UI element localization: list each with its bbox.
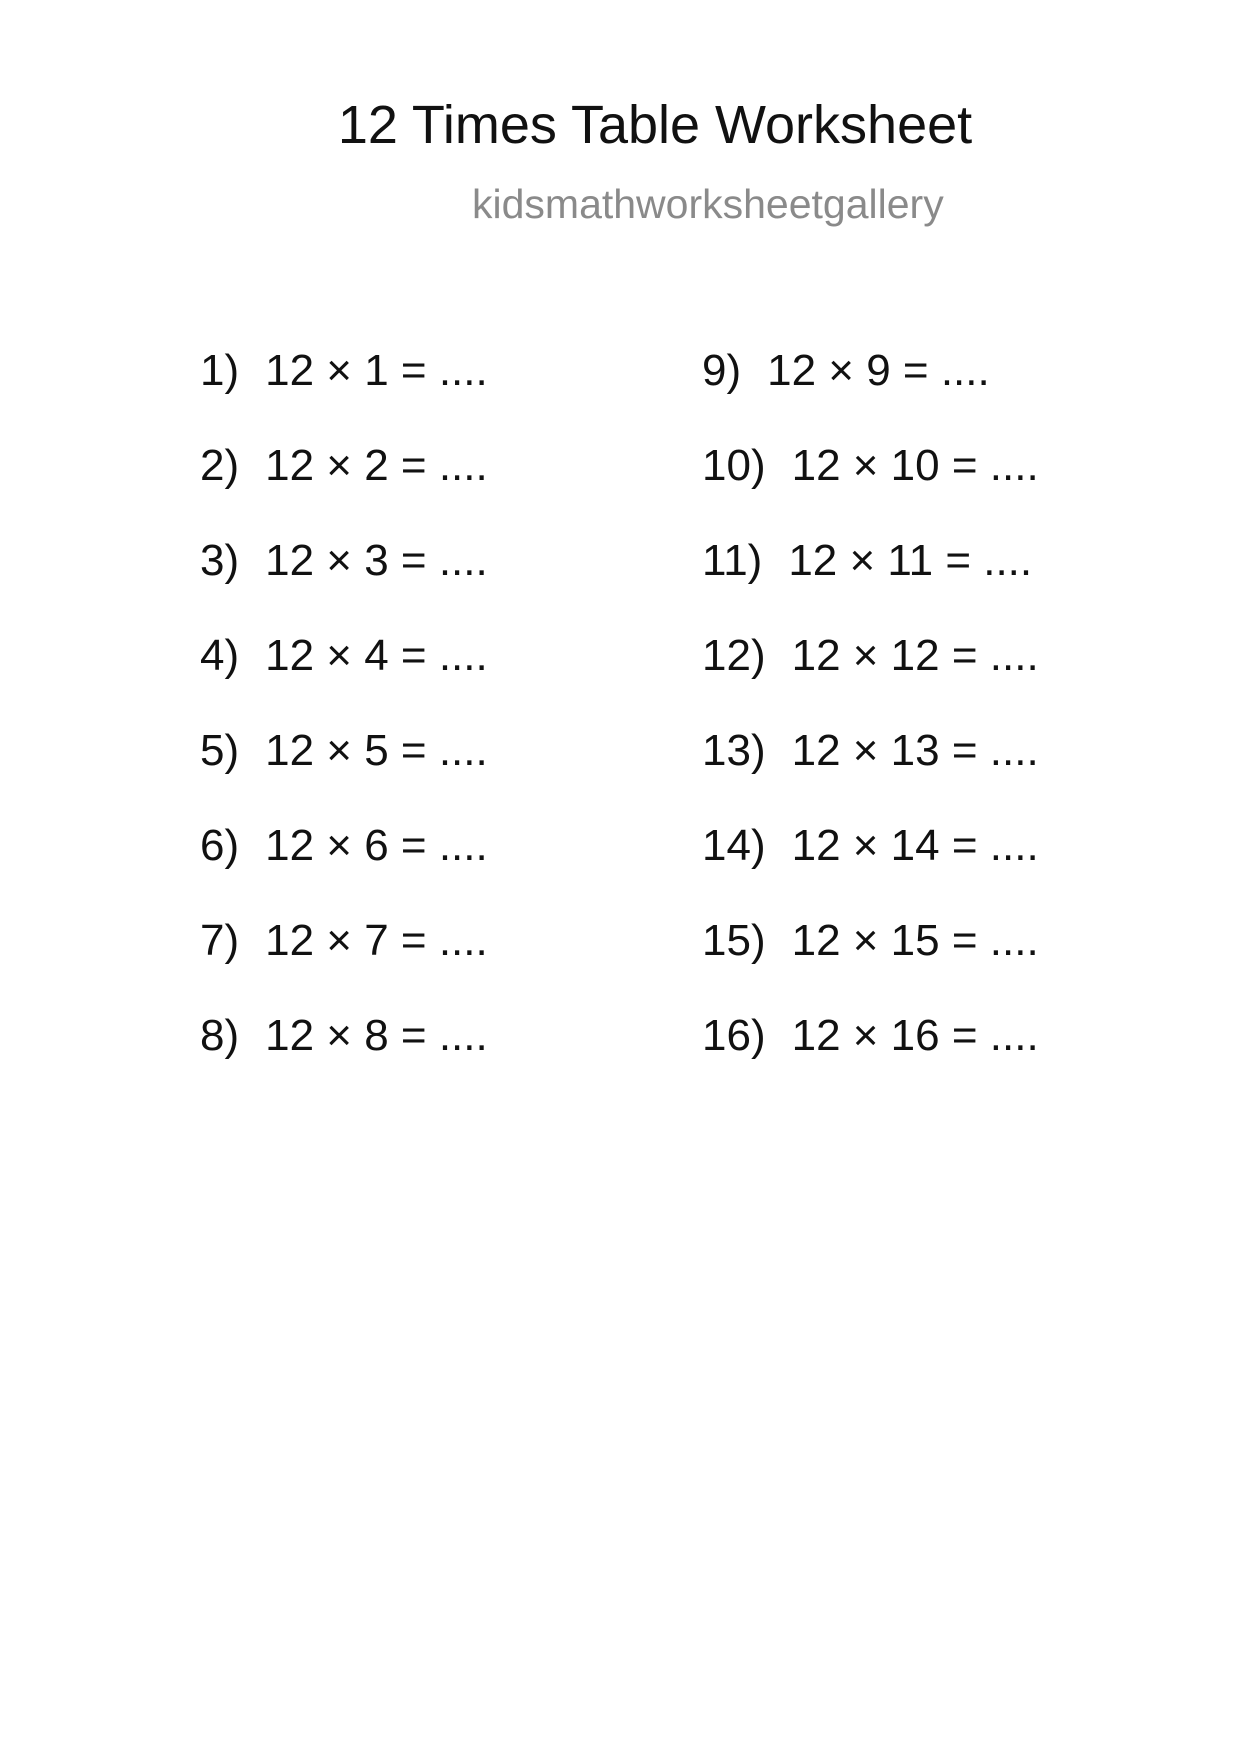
problem-number: 15) <box>702 916 766 965</box>
problem-number: 5) <box>200 726 240 775</box>
problem-expression: 12 × 2 = .... <box>265 441 488 490</box>
problem-expression: 12 × 6 = .... <box>265 821 488 870</box>
problem-item <box>702 346 1039 444</box>
problem-item <box>702 441 1039 539</box>
problem-item <box>200 1011 488 1109</box>
problem-item <box>702 631 1039 729</box>
problem-column-right <box>702 346 1039 1109</box>
problem-item <box>200 441 488 539</box>
problem-expression: 12 × 1 = .... <box>265 346 488 395</box>
problem-expression: 12 × 10 = .... <box>791 441 1039 490</box>
problem-item <box>702 536 1039 634</box>
problem-item <box>702 1011 1039 1109</box>
problem-item <box>200 346 488 444</box>
worksheet-subtitle: kidsmathworksheetgallery <box>472 181 944 227</box>
problem-item <box>200 916 488 1014</box>
problem-item <box>200 821 488 919</box>
problem-expression: 12 × 8 = .... <box>265 1011 488 1060</box>
problem-expression: 12 × 3 = .... <box>265 536 488 585</box>
problem-expression: 12 × 15 = .... <box>791 916 1039 965</box>
problem-number: 11) <box>702 536 763 585</box>
problem-number: 12) <box>702 631 766 680</box>
problem-number: 3) <box>200 536 240 585</box>
problem-number: 1) <box>200 346 240 395</box>
problem-expression: 12 × 16 = .... <box>791 1011 1039 1060</box>
problem-item <box>200 631 488 729</box>
problem-column-left <box>200 346 488 1109</box>
worksheet-title: 12 Times Table Worksheet <box>337 95 973 155</box>
problem-expression: 12 × 5 = .... <box>265 726 488 775</box>
problem-number: 10) <box>702 441 766 490</box>
problem-number: 14) <box>702 821 766 870</box>
problem-expression: 12 × 13 = .... <box>791 726 1039 775</box>
problem-expression: 12 × 4 = .... <box>265 631 488 680</box>
problem-number: 13) <box>702 726 766 775</box>
problem-number: 6) <box>200 821 240 870</box>
problem-expression: 12 × 7 = .... <box>265 916 488 965</box>
problem-expression: 12 × 9 = .... <box>767 346 990 395</box>
problem-number: 16) <box>702 1011 766 1060</box>
problem-item <box>200 726 488 824</box>
problem-expression: 12 × 14 = .... <box>791 821 1039 870</box>
problem-item <box>702 726 1039 824</box>
problem-item <box>702 821 1039 919</box>
problem-number: 8) <box>200 1011 240 1060</box>
problem-number: 7) <box>200 916 240 965</box>
problem-number: 4) <box>200 631 240 680</box>
problem-item <box>702 916 1039 1014</box>
problem-item <box>200 536 488 634</box>
problem-expression: 12 × 11 = .... <box>788 536 1033 585</box>
problem-number: 2) <box>200 441 240 490</box>
problem-expression: 12 × 12 = .... <box>791 631 1039 680</box>
problem-number: 9) <box>702 346 742 395</box>
